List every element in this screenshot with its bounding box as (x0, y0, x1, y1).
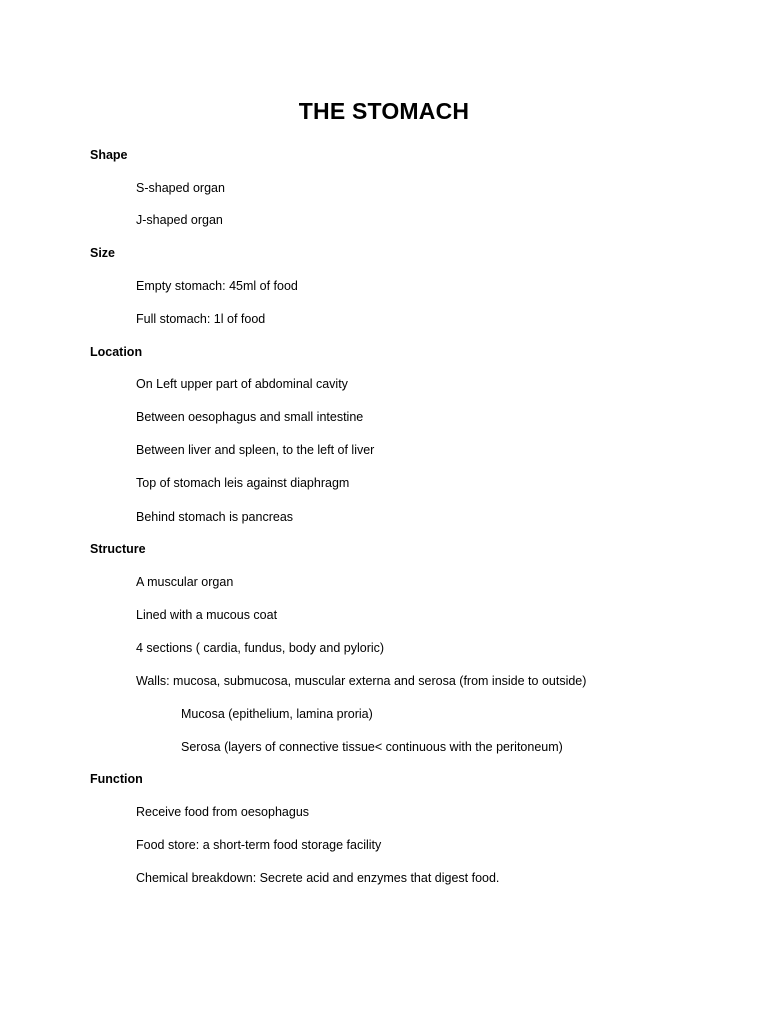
list-item: Food store: a short-term food storage facility (136, 838, 382, 852)
sub-list-item: Mucosa (epithelium, lamina proria) (181, 707, 373, 721)
list-item: Between liver and spleen, to the left of liver (136, 443, 375, 457)
list-item: S-shaped organ (136, 181, 225, 195)
section-heading-size: Size (90, 246, 116, 260)
list-item: A muscular organ (136, 575, 234, 589)
list-item: Behind stomach is pancreas (136, 510, 294, 524)
section-heading-shape: Shape (90, 148, 128, 162)
list-item: Chemical breakdown: Secrete acid and enzymes that digest food. (136, 871, 500, 885)
section-heading-function: Function (90, 772, 143, 786)
list-item: Full stomach: 1l of food (136, 312, 266, 326)
list-item: J-shaped organ (136, 213, 223, 227)
list-item: Between oesophagus and small intestine (136, 410, 364, 424)
list-item: Top of stomach leis against diaphragm (136, 476, 350, 490)
list-item: Walls: mucosa, submucosa, muscular externa and serosa (from inside to outside) (136, 674, 587, 688)
section-heading-location: Location (90, 345, 143, 359)
sub-list-item: Serosa (layers of connective tissue< continuous with the peritoneum) (181, 740, 563, 754)
list-item: On Left upper part of abdominal cavity (136, 377, 348, 391)
list-item: Empty stomach: 45ml of food (136, 279, 298, 293)
document-title: THE STOMACH (298, 98, 470, 124)
list-item: Receive food from oesophagus (136, 805, 310, 819)
section-heading-structure: Structure (90, 542, 146, 556)
list-item: Lined with a mucous coat (136, 608, 278, 622)
list-item: 4 sections ( cardia, fundus, body and pyloric) (136, 641, 385, 655)
